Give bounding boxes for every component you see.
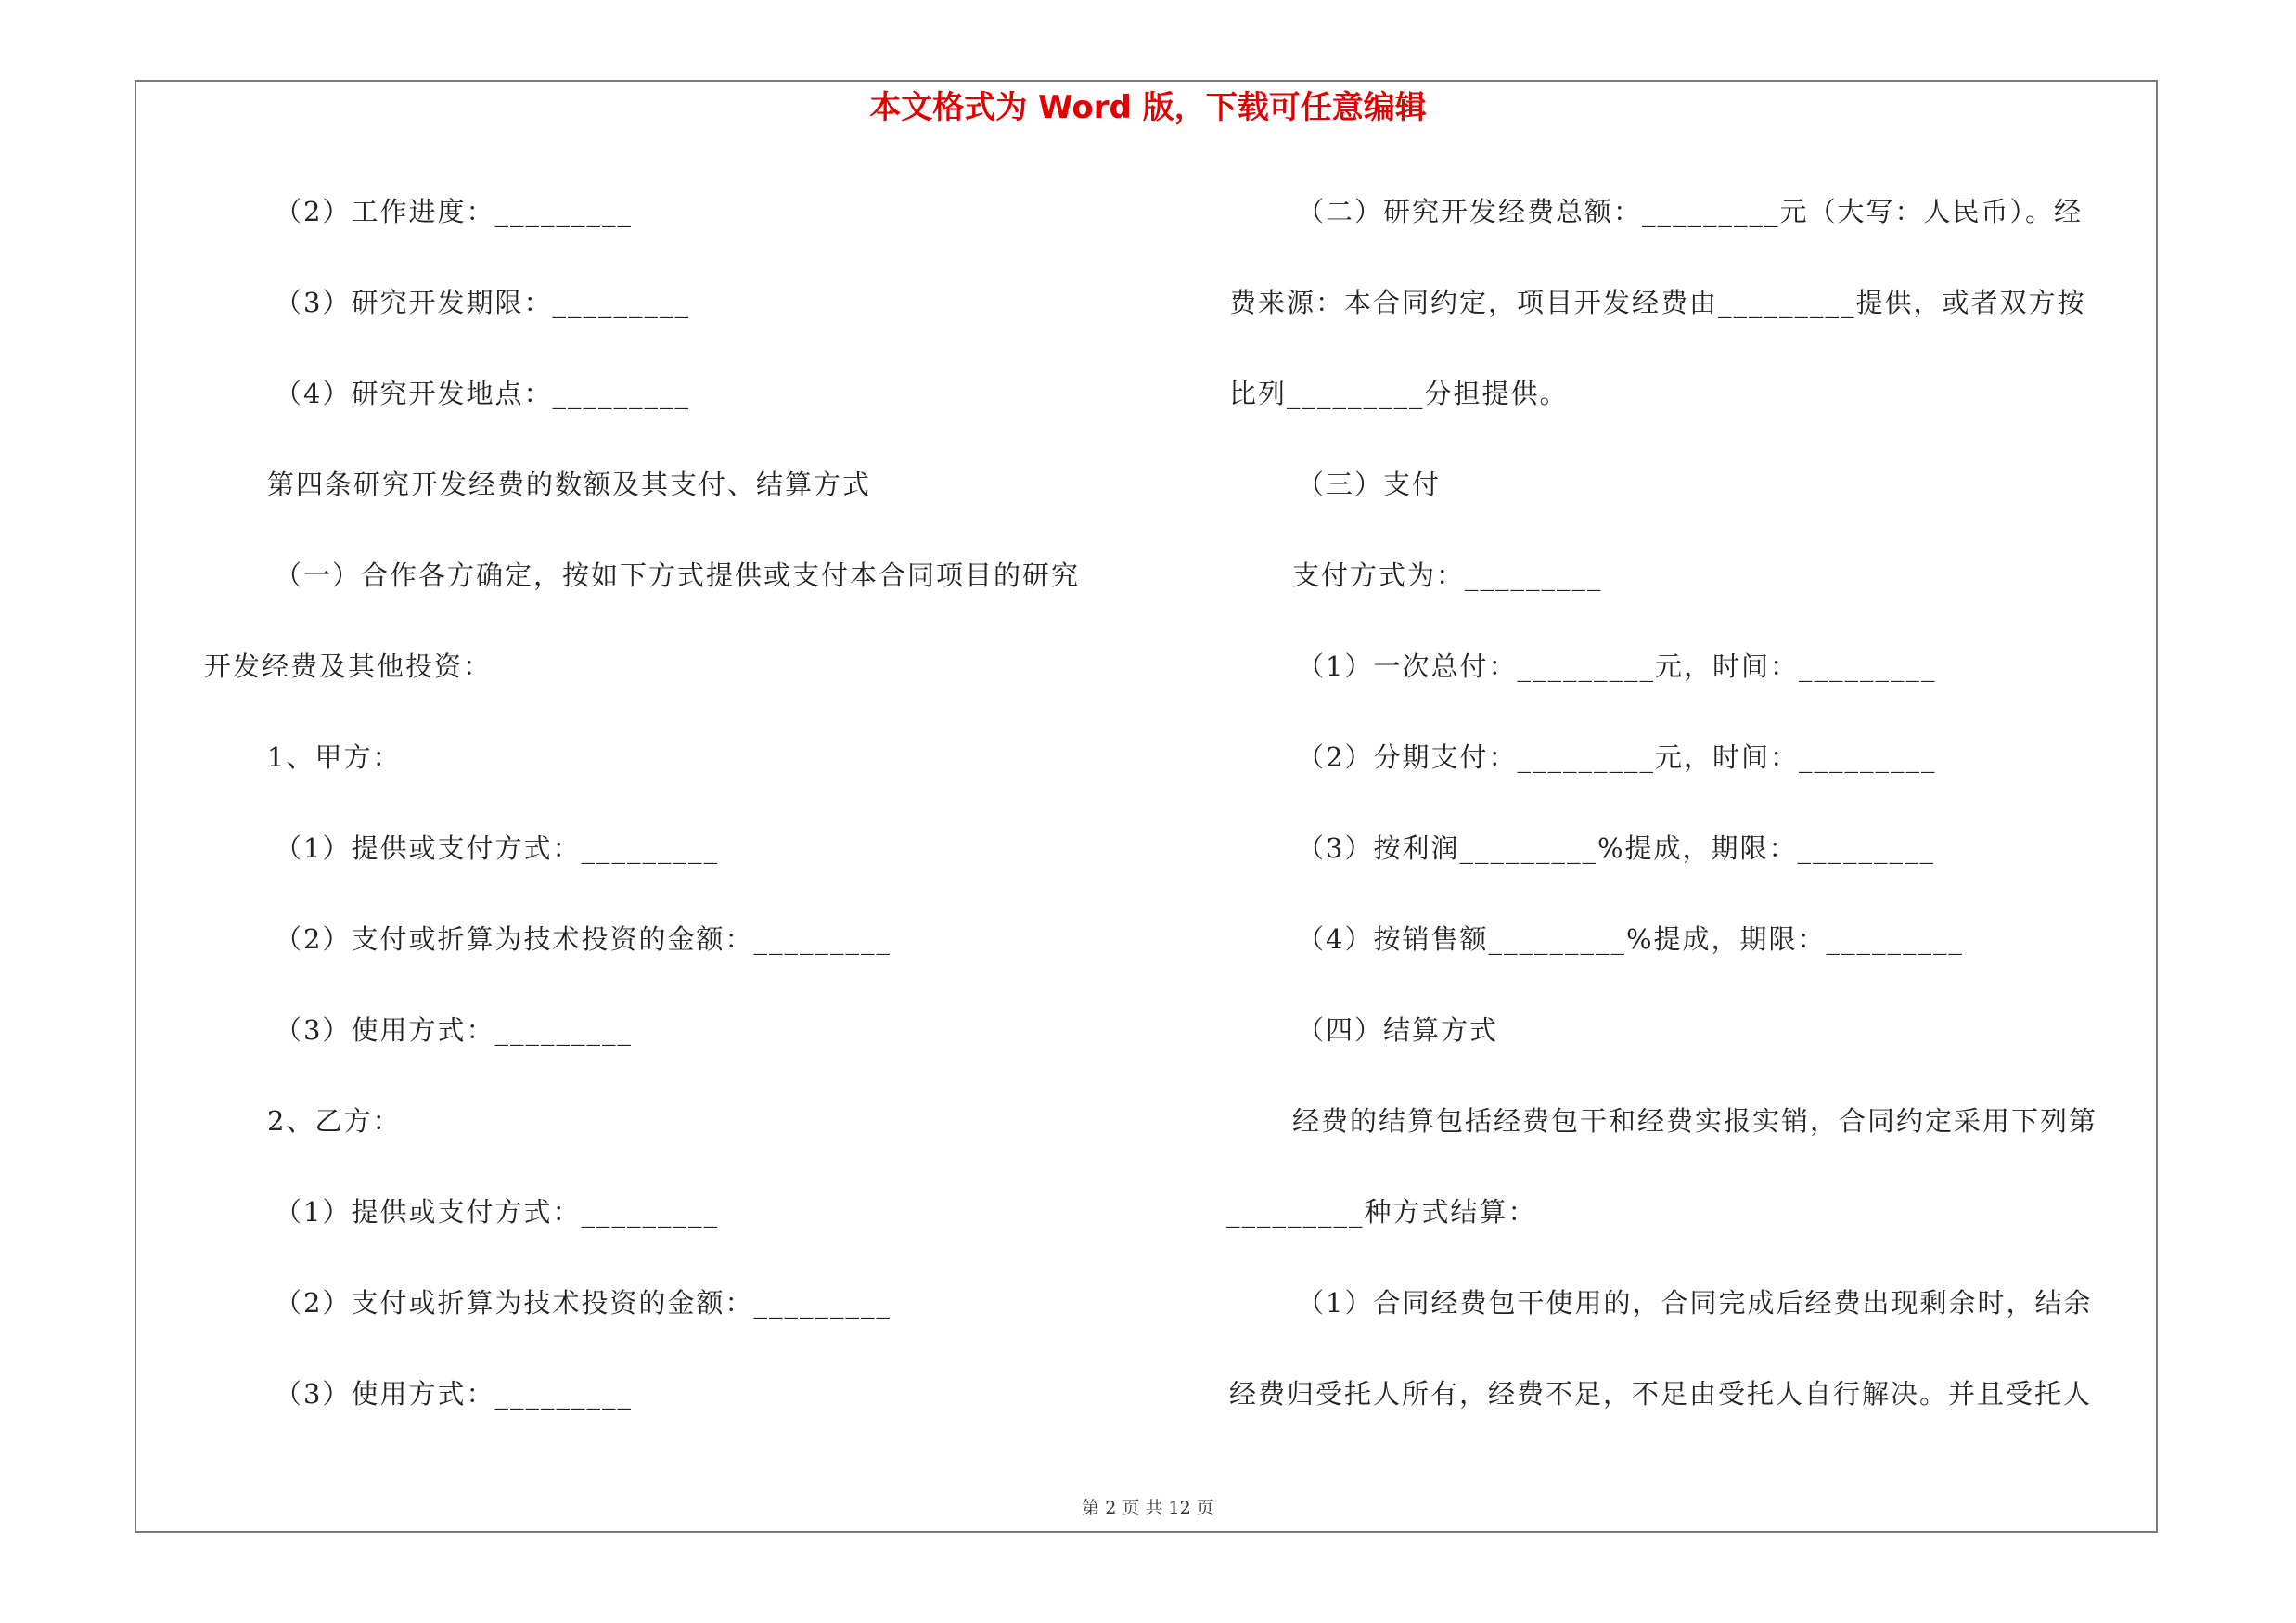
left-line-9: （2）支付或折算为技术投资的金额：_________ (275, 923, 891, 955)
left-line-1: （2）工作进度：_________ (275, 196, 633, 227)
page-footer: 第 2 页 共 12 页 (1082, 1498, 1214, 1518)
left-line-2: （3）研究开发期限：_________ (275, 287, 690, 318)
right-line-3: 比列_________分担提供。 (1229, 378, 1569, 409)
right-line-9: （4）按销售额_________%提成，期限：_________ (1297, 923, 1965, 955)
right-line-12: _________种方式结算： (1226, 1196, 1537, 1228)
right-line-7: （2）分期支付：_________元，时间：_________ (1297, 741, 1937, 773)
right-line-1: （二）研究开发经费总额：_________元（大写：人民币）。经 (1297, 196, 2084, 227)
right-line-13: （1）合同经费包干使用的，合同完成后经费出现剩余时，结余 (1297, 1287, 2093, 1319)
right-line-10: （四）结算方式 (1297, 1014, 1499, 1046)
right-line-6: （1）一次总付：_________元，时间：_________ (1297, 650, 1937, 682)
left-line-11: 2、乙方： (267, 1105, 402, 1137)
left-line-5: （一）合作各方确定，按如下方式提供或支付本合同项目的研究 (275, 560, 1081, 591)
left-line-7: 1、甲方： (267, 741, 402, 773)
left-line-14: （3）使用方式：_________ (275, 1378, 633, 1410)
header-banner: 本文格式为 Word 版，下载可任意编辑 (869, 89, 1427, 126)
left-line-8: （1）提供或支付方式：_________ (275, 832, 719, 864)
left-line-10: （3）使用方式：_________ (275, 1014, 633, 1046)
left-line-13: （2）支付或折算为技术投资的金额：_________ (275, 1287, 891, 1319)
left-line-12: （1）提供或支付方式：_________ (275, 1196, 719, 1228)
right-line-2: 费来源：本合同约定，项目开发经费由_________提供，或者双方按 (1229, 287, 2086, 318)
right-line-11: 经费的结算包括经费包干和经费实报实销，合同约定采用下列第 (1292, 1105, 2098, 1137)
right-line-8: （3）按利润_________%提成，期限：_________ (1297, 832, 1936, 864)
right-line-14: 经费归受托人所有，经费不足，不足由受托人自行解决。并且受托人 (1229, 1378, 2093, 1410)
left-line-6: 开发经费及其他投资： (204, 650, 493, 682)
right-line-4: （三）支付 (1297, 469, 1442, 500)
left-section-heading: 第四条研究开发经费的数额及其支付、结算方式 (267, 469, 872, 500)
right-line-5: 支付方式为：_________ (1292, 560, 1603, 591)
left-line-3: （4）研究开发地点：_________ (275, 378, 690, 409)
